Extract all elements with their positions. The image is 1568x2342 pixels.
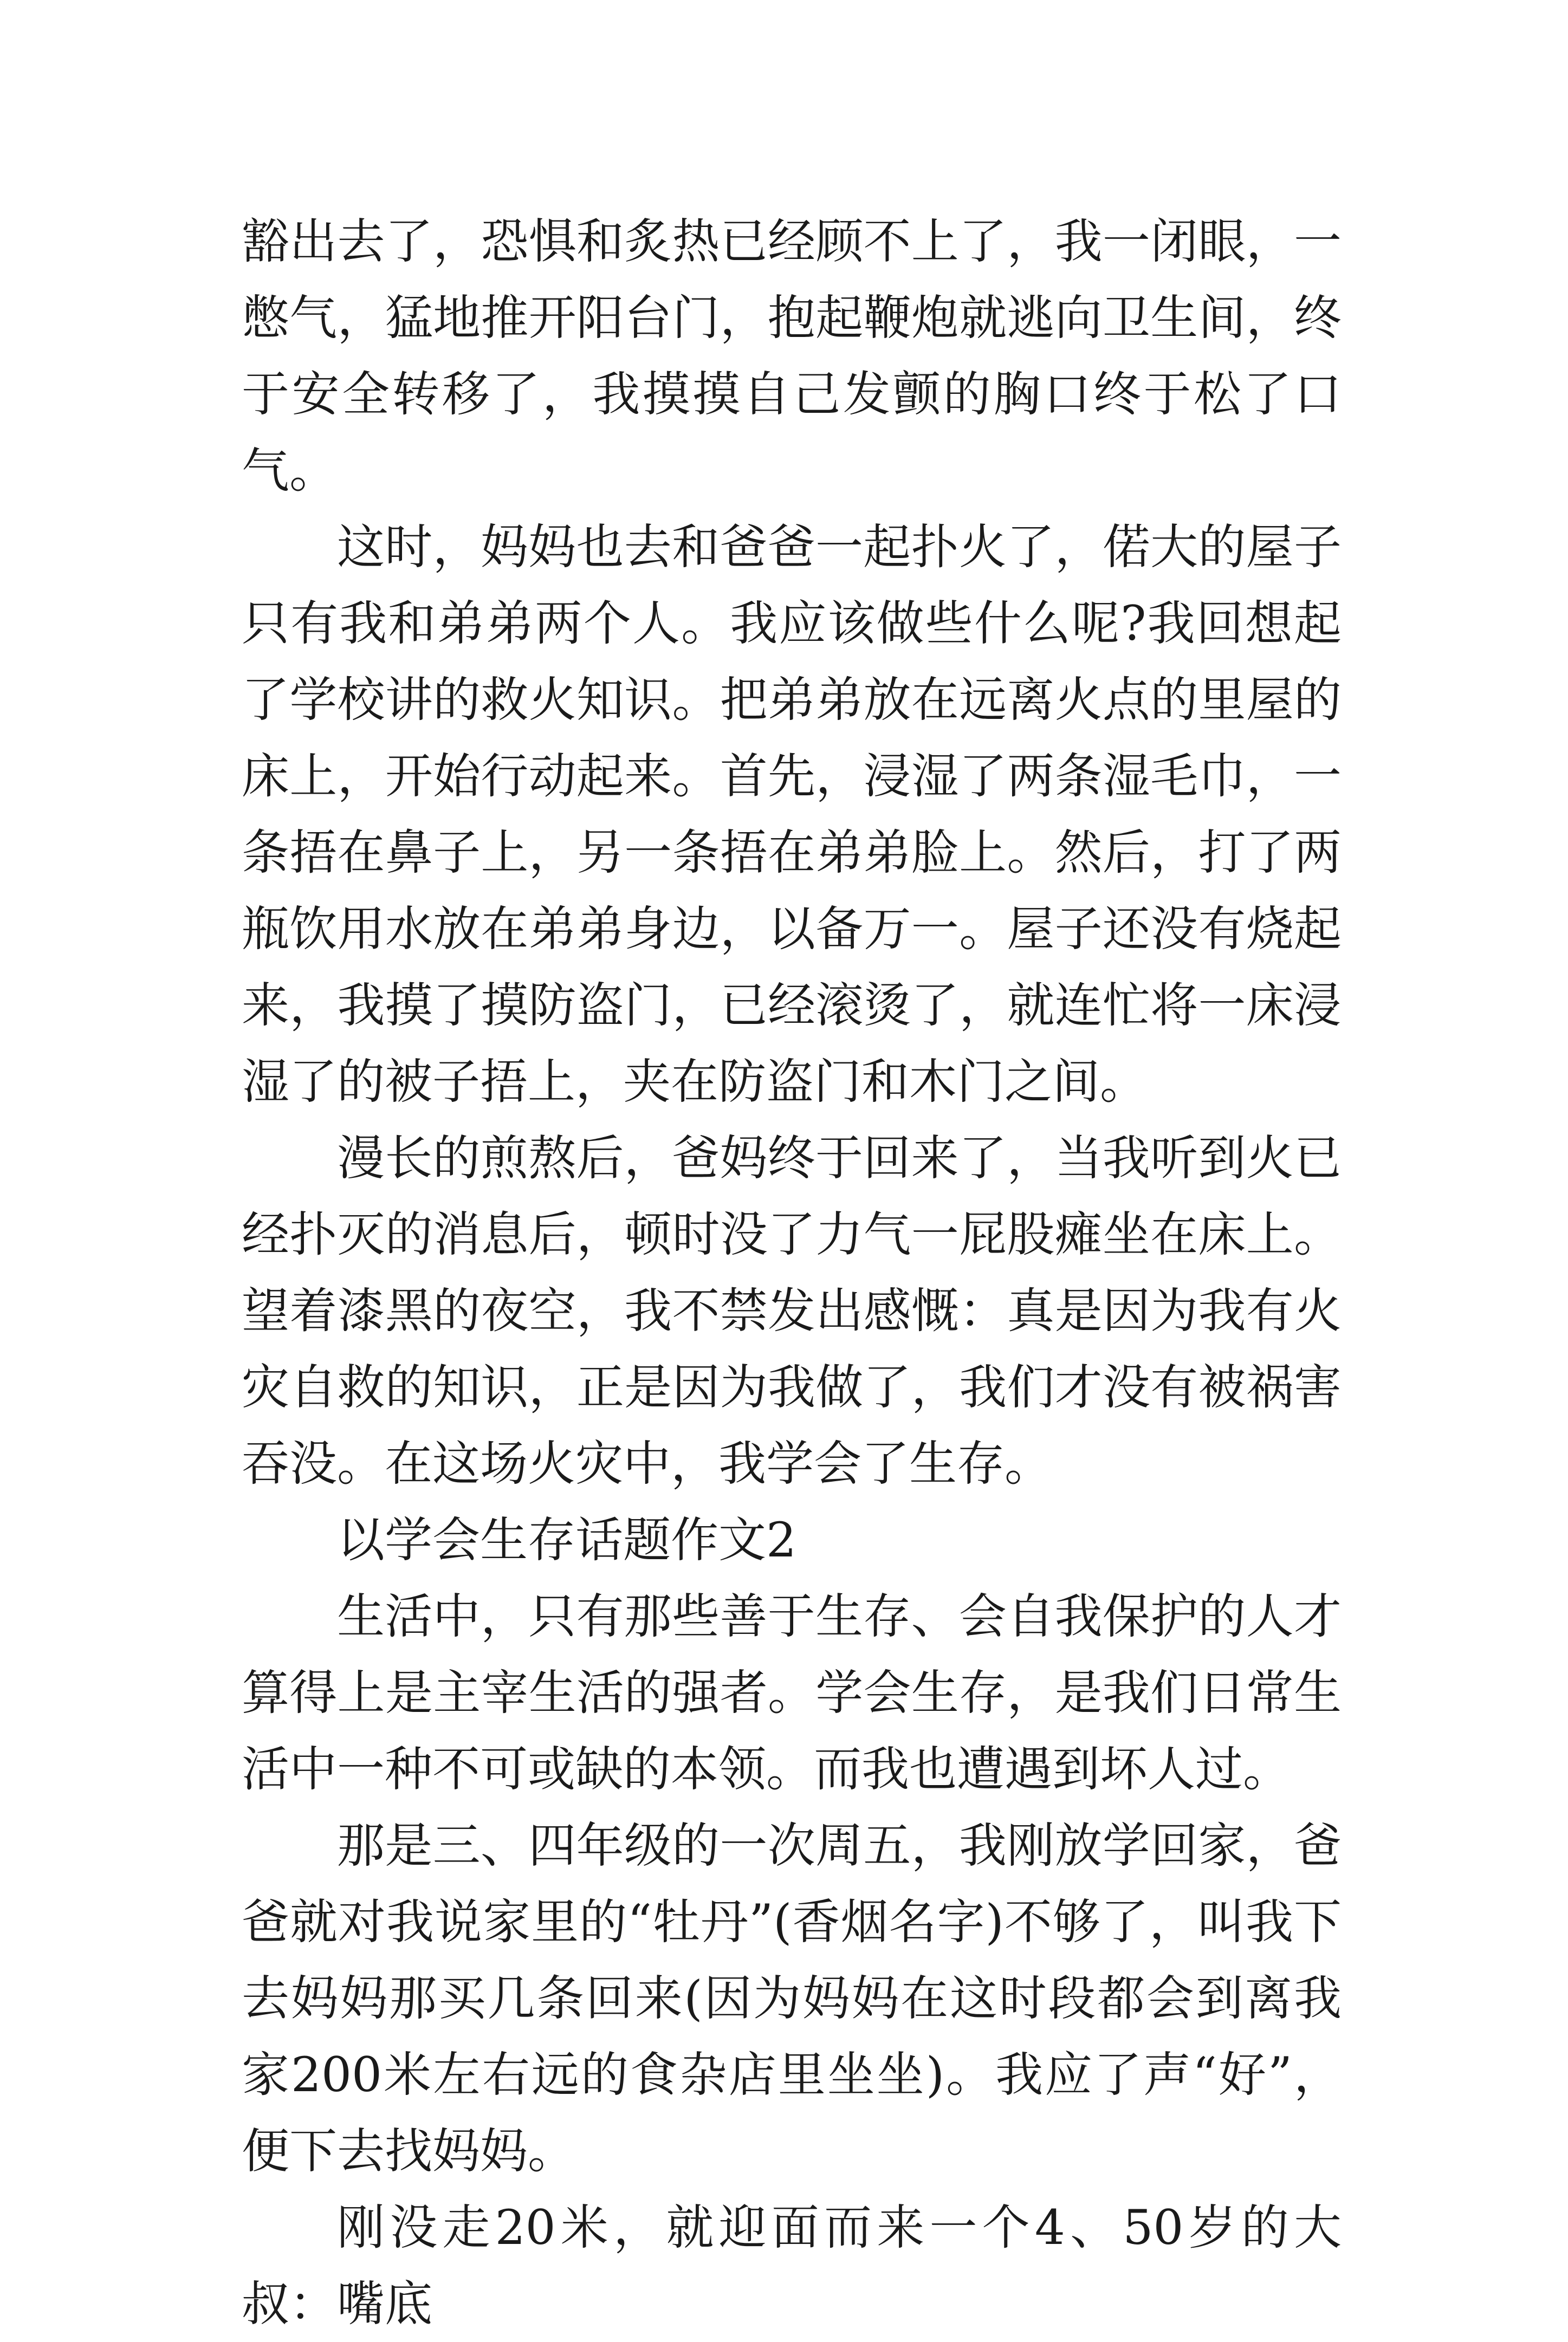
paragraph-fire-rescue: 这时，妈妈也去和爸爸一起扑火了，偌大的屋子只有我和弟弟两个人。我应该做些什么呢?我回想起了学校讲的救火知识。把弟弟放在远离火点的里屋的床上，开始行动起来。首先，浸湿了两条湿毛巾，一条捂在鼻子上，另一条捂在弟弟脸上。然后，打了两瓶饮用水放在弟弟身边，以备万一。屋子还没有烧起来，我摸了摸防盗门，已经滚烫了，就连忙将一床浸湿了的被子捂上，夹在防盗门和木门之间。 — [242, 519, 1342, 1110]
paragraph-aftermath: 漫长的煎熬后，爸妈终于回来了，当我听到火已经扑灭的消息后，顿时没了力气一屁股瘫坐在床上。望着漆黑的夜空，我不禁发出感慨：真是因为我有火灾自救的知识，正是因为我做了，我们才没有被祸害吞没。在这场火灾中，我学会了生存。 — [242, 1130, 1342, 1491]
document-body — [242, 203, 1342, 2342]
paragraph-errand: 那是三、四年级的一次周五，我刚放学回家，爸爸就对我说家里的“牡丹”(香烟名字)不够了，叫我下去妈妈那买几条回来(因为妈妈在这时段都会到离我家200米左右远的食杂店里坐坐)。我应了声“好”，便下去找妈妈。 — [242, 1818, 1342, 2179]
essay-heading: 以学会生存话题作文2 — [337, 1512, 796, 1568]
paragraph-intro: 生活中，只有那些善于生存、会自我保护的人才算得上是主宰生活的强者。学会生存，是我们日常生活中一种不可或缺的本领。而我也遭遇到坏人过。 — [242, 1588, 1342, 1797]
paragraph-encounter: 刚没走20米，就迎面而来一个4、50岁的大叔：嘴底 — [242, 2200, 1342, 2332]
paragraph-continuation: 豁出去了，恐惧和炙热已经顾不上了，我一闭眼，一憋气，猛地推开阳台门，抱起鞭炮就逃向卫生间，终于安全转移了，我摸摸自己发颤的胸口终于松了口气。 — [242, 213, 1342, 498]
